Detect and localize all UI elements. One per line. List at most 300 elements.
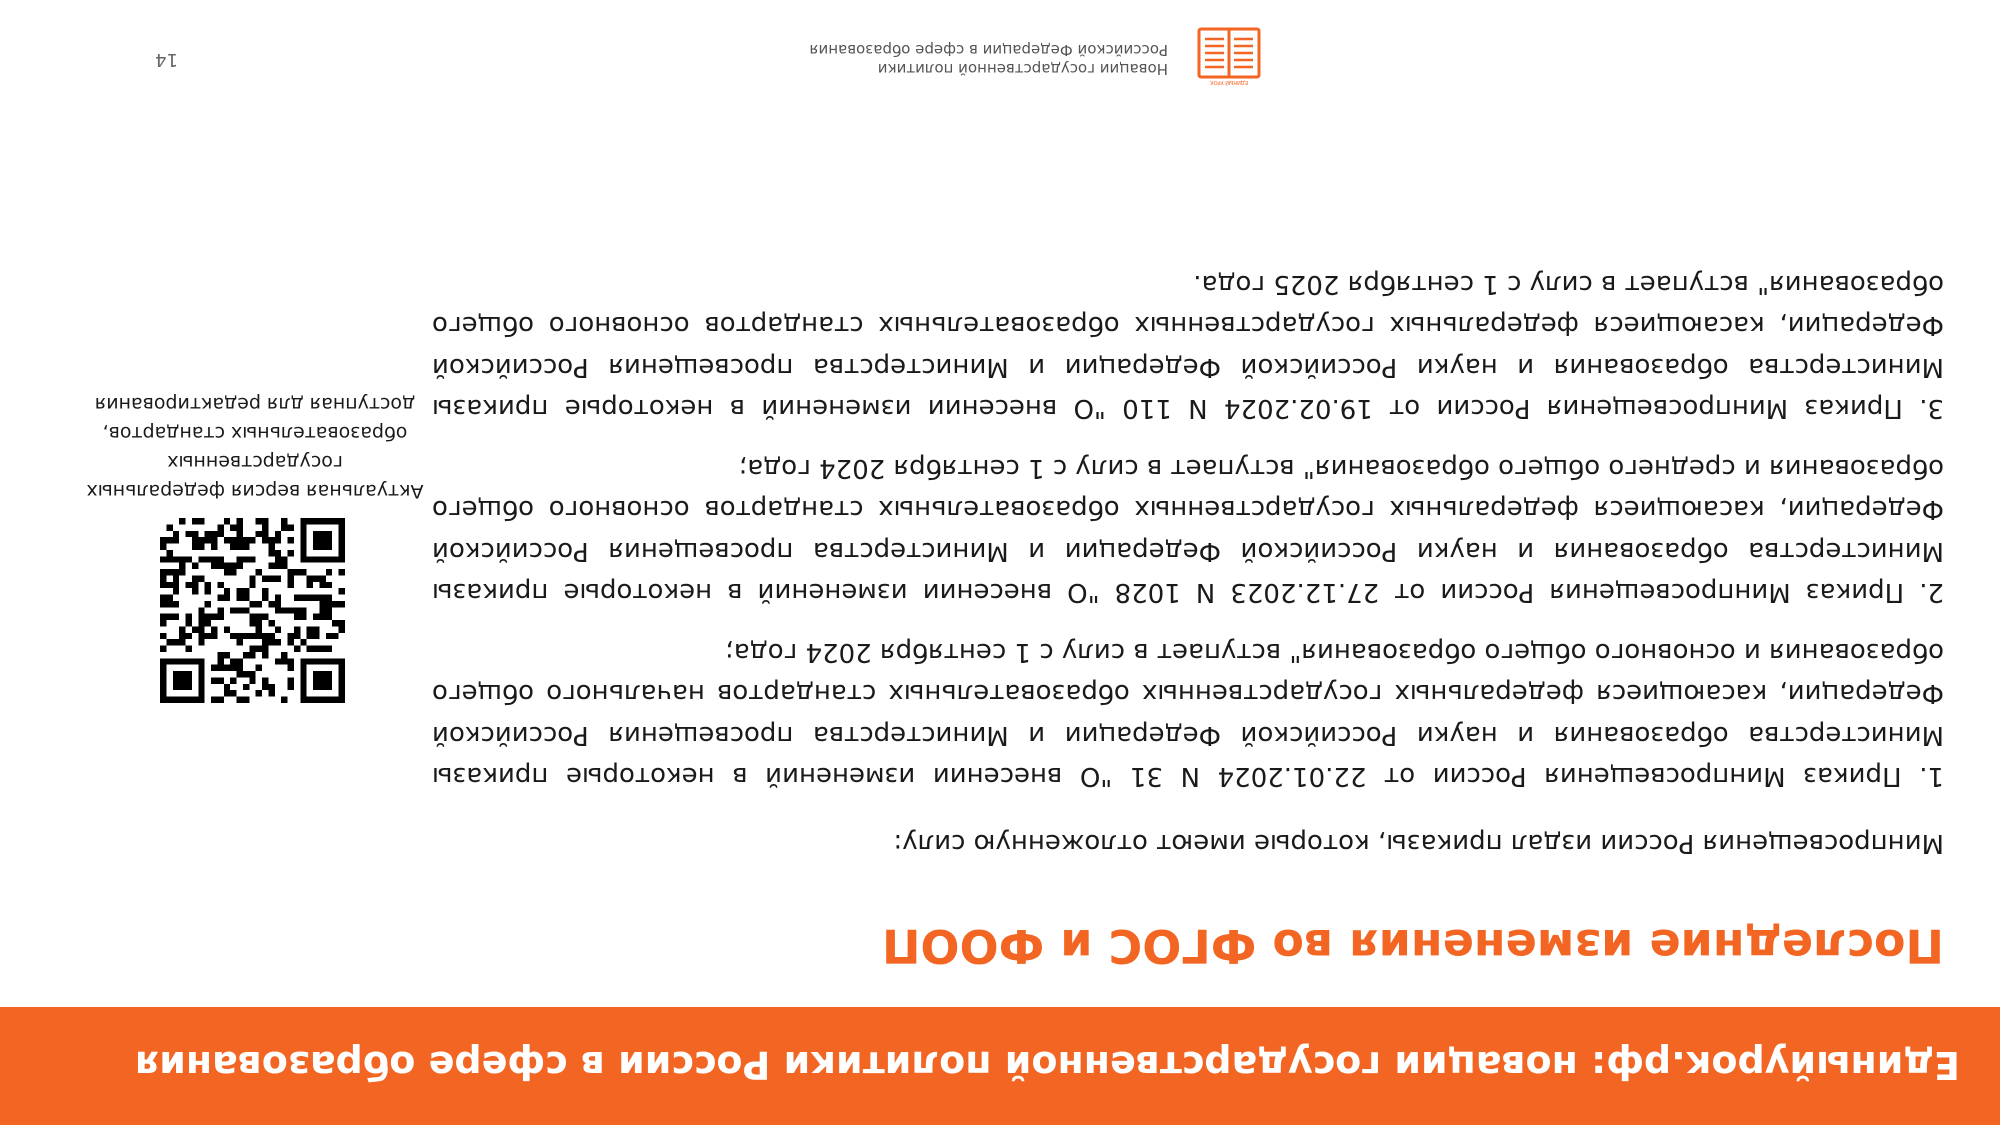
qr-module (243, 595, 249, 601)
qr-module (237, 518, 243, 524)
qr-module (217, 524, 223, 530)
qr-module (217, 556, 223, 562)
qr-module (300, 665, 306, 671)
qr-module (166, 697, 172, 703)
qr-module (166, 601, 172, 607)
qr-module (339, 537, 345, 543)
qr-module (307, 626, 313, 632)
qr-module (192, 518, 198, 524)
qr-module (339, 626, 345, 632)
qr-module (326, 697, 332, 703)
qr-module (230, 537, 236, 543)
qr-module (173, 697, 179, 703)
list-item-3: 3. Приказ Минпросвещения России от 19.02.2024 N 110 "О внесении изменений в некоторые приказы Министерства образования и науки Российской Федерации и Министерства просвещения Российской Федерации, касающиеся федеральных государственных образовательных стандартов основного общего образования" вступает в силу с 1 сентября 2025 года. (432, 269, 1944, 424)
qr-module (192, 537, 198, 543)
qr-module (256, 614, 262, 620)
qr-module (160, 601, 166, 607)
qr-module (198, 671, 204, 677)
qr-module (313, 575, 319, 581)
qr-module (262, 684, 268, 690)
qr-module (326, 646, 332, 652)
list-item-1: 1. Приказ Минпросвещения России от 22.01.2024 N 31 "О внесении изменений в некоторые приказы Министерства образования и науки Российской Федерации и Министерства просвещения Российской Федерации, касающиеся федеральных государственных образовательных стандартов начального общего образования и основного общего образования" вступает в силу с 1 сентября 2024 года; (432, 637, 1944, 792)
qr-module (211, 614, 217, 620)
qr-module (319, 518, 325, 524)
qr-module (160, 658, 166, 664)
qr-module (173, 614, 179, 620)
qr-module (173, 588, 179, 594)
qr-module (211, 531, 217, 537)
qr-module (262, 575, 268, 581)
qr-module (339, 524, 345, 530)
qr-module (288, 684, 294, 690)
qr-module (300, 569, 306, 575)
qr-module (192, 658, 198, 664)
qr-module (307, 575, 313, 581)
qr-module (339, 550, 345, 556)
qr-module (313, 658, 319, 664)
qr-module (192, 626, 198, 632)
qr-module (186, 697, 192, 703)
qr-module (281, 652, 287, 658)
qr-module (249, 633, 255, 639)
qr-module (173, 556, 179, 562)
qr-module (192, 582, 198, 588)
qr-module (256, 665, 262, 671)
qr-module (173, 639, 179, 645)
qr-module (300, 607, 306, 613)
qr-module (249, 677, 255, 683)
qr-module (237, 537, 243, 543)
qr-module (224, 652, 230, 658)
qr-module (288, 658, 294, 664)
qr-module (198, 626, 204, 632)
qr-module (173, 569, 179, 575)
qr-module (160, 665, 166, 671)
qr-module (326, 633, 332, 639)
qr-module (160, 614, 166, 620)
qr-code-icon[interactable] (160, 518, 345, 703)
qr-module (300, 531, 306, 537)
qr-module (300, 684, 306, 690)
qr-module (319, 671, 325, 677)
qr-module (288, 607, 294, 613)
qr-module (192, 544, 198, 550)
qr-module (249, 601, 255, 607)
qr-module (319, 575, 325, 581)
qr-module (339, 588, 345, 594)
qr-module (275, 626, 281, 632)
qr-module (192, 575, 198, 581)
qr-module (313, 646, 319, 652)
qr-module (230, 607, 236, 613)
qr-module (256, 626, 262, 632)
qr-module (268, 620, 274, 626)
qr-module (256, 633, 262, 639)
qr-module (224, 690, 230, 696)
qr-module (313, 684, 319, 690)
qr-module (281, 518, 287, 524)
qr-module (294, 614, 300, 620)
qr-module (256, 620, 262, 626)
qr-module (217, 582, 223, 588)
qr-module (313, 677, 319, 683)
qr-module (339, 690, 345, 696)
qr-module (281, 697, 287, 703)
qr-module (198, 639, 204, 645)
qr-module (198, 614, 204, 620)
qr-module (237, 563, 243, 569)
qr-module (275, 563, 281, 569)
qr-module (326, 544, 332, 550)
qr-module (300, 658, 306, 664)
qr-module (179, 563, 185, 569)
qr-module (326, 684, 332, 690)
qr-module (186, 633, 192, 639)
qr-module (256, 690, 262, 696)
qr-module (217, 607, 223, 613)
qr-module (262, 537, 268, 543)
qr-module (275, 575, 281, 581)
page-number: 14 (155, 49, 178, 70)
qr-module (275, 556, 281, 562)
qr-module (230, 665, 236, 671)
qr-module (224, 563, 230, 569)
qr-module (262, 524, 268, 530)
qr-module (313, 633, 319, 639)
qr-module (326, 677, 332, 683)
qr-module (281, 658, 287, 664)
qr-module (262, 518, 268, 524)
qr-module (268, 690, 274, 696)
qr-module (332, 658, 338, 664)
qr-module (307, 658, 313, 664)
qr-module (256, 646, 262, 652)
qr-module (326, 658, 332, 664)
qr-module (198, 697, 204, 703)
body-text (432, 245, 1944, 864)
qr-module (198, 518, 204, 524)
qr-module (300, 518, 306, 524)
logo-text: ЕДИНЫЙ УРОК (1210, 79, 1248, 85)
qr-module (211, 544, 217, 550)
qr-module (211, 537, 217, 543)
qr-module (319, 677, 325, 683)
qr-module (300, 524, 306, 530)
qr-module (339, 620, 345, 626)
qr-module (230, 544, 236, 550)
qr-module (249, 575, 255, 581)
qr-module (326, 518, 332, 524)
qr-module (173, 601, 179, 607)
qr-module (319, 595, 325, 601)
footer-line-1: Новации государственной политики (877, 60, 1168, 78)
qr-module (300, 690, 306, 696)
qr-module (160, 633, 166, 639)
qr-module (166, 524, 172, 530)
qr-module (307, 582, 313, 588)
qr-module (249, 652, 255, 658)
qr-module (243, 556, 249, 562)
qr-module (275, 537, 281, 543)
qr-module (186, 671, 192, 677)
qr-module (243, 633, 249, 639)
qr-module (294, 646, 300, 652)
qr-module (307, 595, 313, 601)
qr-module (179, 626, 185, 632)
qr-module (313, 671, 319, 677)
qr-module (198, 537, 204, 543)
qr-module (160, 646, 166, 652)
qr-module (217, 563, 223, 569)
qr-module (319, 658, 325, 664)
qr-module (275, 550, 281, 556)
qr-module (294, 595, 300, 601)
qr-module (243, 544, 249, 550)
qr-module (192, 563, 198, 569)
qr-module (326, 595, 332, 601)
qr-module (237, 665, 243, 671)
qr-module (300, 671, 306, 677)
qr-module (288, 633, 294, 639)
qr-module (281, 524, 287, 530)
qr-module (275, 531, 281, 537)
qr-module (179, 518, 185, 524)
qr-module (319, 607, 325, 613)
qr-module (300, 614, 306, 620)
qr-module (268, 575, 274, 581)
qr-module (313, 595, 319, 601)
qr-module (288, 582, 294, 588)
qr-module (179, 684, 185, 690)
qr-module (262, 531, 268, 537)
qr-module (332, 518, 338, 524)
qr-module (186, 582, 192, 588)
qr-code-graphic (160, 518, 345, 703)
qr-module (211, 665, 217, 671)
qr-module (237, 588, 243, 594)
qr-module (249, 620, 255, 626)
qr-module (198, 556, 204, 562)
qr-module (166, 550, 172, 556)
qr-module (288, 639, 294, 645)
qr-module (243, 671, 249, 677)
qr-module (160, 697, 166, 703)
qr-module (300, 550, 306, 556)
qr-module (281, 607, 287, 613)
qr-module (326, 614, 332, 620)
qr-module (166, 658, 172, 664)
qr-module (160, 671, 166, 677)
qr-module (262, 639, 268, 645)
qr-module (249, 556, 255, 562)
qr-module (179, 658, 185, 664)
qr-module (160, 537, 166, 543)
list-item-2: 2. Приказ Минпросвещения России от 27.12.2023 N 1028 "О внесении изменений в некоторые приказы Министерства образования и науки Российской Федерации и Министерства просвещения Российской Федерации, касающиеся федеральных государственных образовательных стандартов основного общего образования и среднего общего образования" вступает в силу с 1 сентября 2024 года; (432, 453, 1944, 608)
qr-module (339, 671, 345, 677)
qr-module (262, 588, 268, 594)
qr-caption: Актуальная версия федеральных государственных образовательных стандартов, доступная для редактирования (86, 393, 424, 502)
qr-module (166, 595, 172, 601)
qr-module (166, 614, 172, 620)
qr-module (217, 595, 223, 601)
qr-module (237, 524, 243, 530)
qr-module (224, 626, 230, 632)
qr-module (205, 620, 211, 626)
qr-module (319, 601, 325, 607)
qr-module (326, 537, 332, 543)
qr-module (256, 569, 262, 575)
qr-module (198, 677, 204, 683)
qr-module (319, 697, 325, 703)
qr-module (326, 556, 332, 562)
qr-module (230, 524, 236, 530)
qr-module (179, 697, 185, 703)
qr-module (307, 556, 313, 562)
qr-module (186, 646, 192, 652)
qr-module (313, 556, 319, 562)
qr-module (179, 639, 185, 645)
qr-module (268, 633, 274, 639)
qr-module (319, 544, 325, 550)
qr-module (179, 677, 185, 683)
qr-module (326, 601, 332, 607)
qr-module (275, 595, 281, 601)
qr-module (326, 671, 332, 677)
qr-module (173, 671, 179, 677)
qr-module (224, 595, 230, 601)
qr-module (288, 569, 294, 575)
qr-module (217, 697, 223, 703)
qr-module (339, 556, 345, 562)
qr-module (319, 684, 325, 690)
qr-module (268, 544, 274, 550)
qr-module (198, 544, 204, 550)
qr-module (249, 671, 255, 677)
qr-module (326, 607, 332, 613)
qr-module (230, 658, 236, 664)
qr-module (249, 582, 255, 588)
qr-module (339, 601, 345, 607)
qr-module (173, 658, 179, 664)
qr-module (198, 665, 204, 671)
qr-module (300, 537, 306, 543)
qr-module (243, 588, 249, 594)
qr-module (160, 582, 166, 588)
qr-module (166, 569, 172, 575)
qr-module (237, 658, 243, 664)
qr-module (192, 531, 198, 537)
qr-module (332, 633, 338, 639)
qr-module (217, 677, 223, 683)
qr-module (319, 537, 325, 543)
qr-module (339, 697, 345, 703)
qr-module (332, 620, 338, 626)
qr-module (249, 614, 255, 620)
qr-module (173, 582, 179, 588)
qr-module (160, 677, 166, 683)
qr-module (230, 563, 236, 569)
qr-module (237, 544, 243, 550)
qr-module (217, 614, 223, 620)
qr-module (243, 652, 249, 658)
qr-module (339, 684, 345, 690)
qr-module (262, 646, 268, 652)
qr-module (275, 658, 281, 664)
qr-module (268, 601, 274, 607)
qr-module (205, 601, 211, 607)
qr-module (160, 556, 166, 562)
qr-module (224, 665, 230, 671)
qr-module (224, 684, 230, 690)
header-banner (0, 1007, 2000, 1125)
qr-module (288, 524, 294, 530)
qr-module (237, 607, 243, 613)
qr-module (294, 633, 300, 639)
qr-module (262, 677, 268, 683)
qr-module (319, 646, 325, 652)
qr-module (268, 537, 274, 543)
qr-module (339, 677, 345, 683)
qr-module (166, 639, 172, 645)
qr-module (249, 537, 255, 543)
qr-module (313, 697, 319, 703)
qr-module (186, 684, 192, 690)
qr-module (160, 575, 166, 581)
qr-module (217, 658, 223, 664)
qr-module (256, 518, 262, 524)
qr-module (313, 531, 319, 537)
qr-module (262, 633, 268, 639)
qr-module (339, 531, 345, 537)
qr-module (249, 646, 255, 652)
qr-module (256, 531, 262, 537)
qr-module (300, 677, 306, 683)
qr-module (186, 556, 192, 562)
qr-module (256, 601, 262, 607)
qr-module (262, 595, 268, 601)
qr-module (198, 633, 204, 639)
qr-module (205, 531, 211, 537)
qr-module (332, 697, 338, 703)
qr-module (281, 563, 287, 569)
qr-module (205, 588, 211, 594)
qr-module (262, 652, 268, 658)
qr-module (300, 697, 306, 703)
qr-module (237, 671, 243, 677)
qr-module (237, 556, 243, 562)
qr-module (339, 658, 345, 664)
qr-module (192, 588, 198, 594)
qr-module (205, 537, 211, 543)
qr-module (205, 582, 211, 588)
qr-module (326, 531, 332, 537)
qr-module (313, 614, 319, 620)
qr-module (313, 544, 319, 550)
qr-module (173, 684, 179, 690)
qr-module (294, 626, 300, 632)
qr-module (224, 518, 230, 524)
qr-module (300, 639, 306, 645)
qr-module (160, 595, 166, 601)
qr-module (319, 582, 325, 588)
intro-paragraph: Минпросвещения России издал приказы, которые имеют отложенную силу: (893, 828, 1944, 858)
qr-module (243, 537, 249, 543)
qr-module (205, 556, 211, 562)
qr-module (275, 607, 281, 613)
qr-module (230, 690, 236, 696)
qr-module (313, 537, 319, 543)
qr-module (224, 569, 230, 575)
